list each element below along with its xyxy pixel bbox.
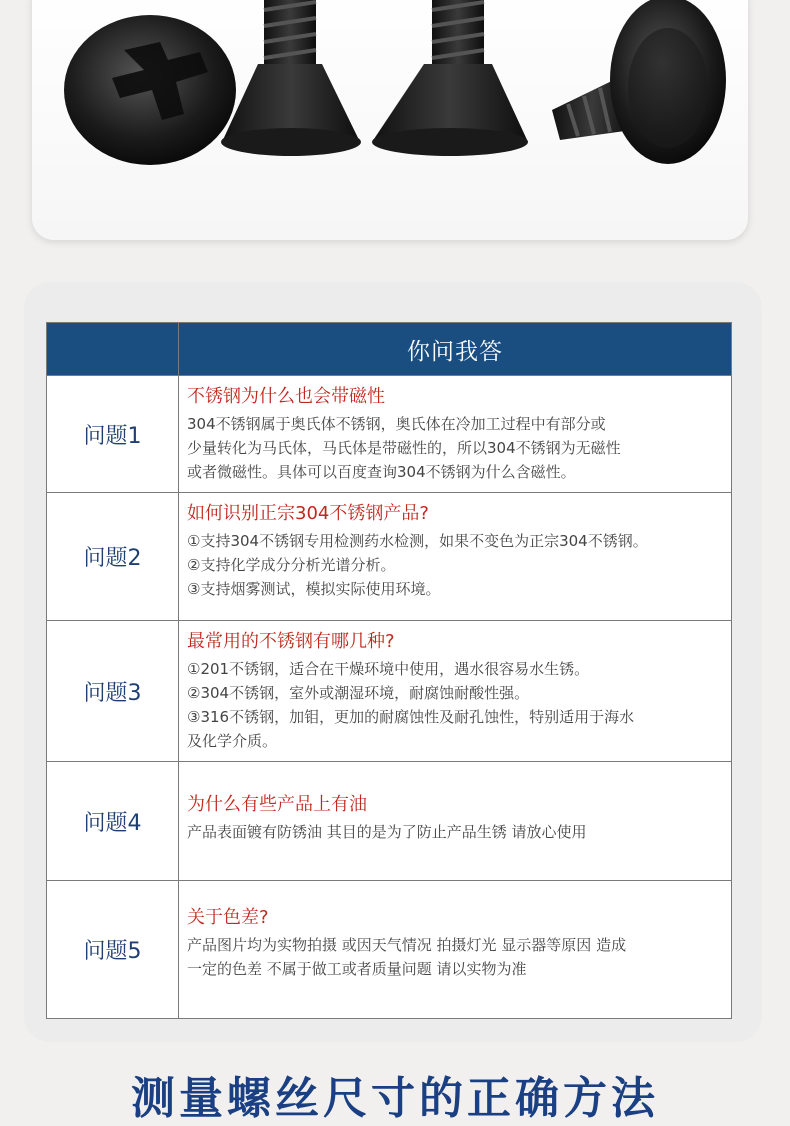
question-body [179, 762, 732, 881]
question-label: 问题4 [47, 762, 179, 881]
answer-line: ①支持304不锈钢专用检测药水检测，如果不变色为正宗304不锈钢。 [187, 532, 648, 550]
answer-line: ③支持烟雾测试，模拟实际使用环境。 [187, 580, 441, 598]
faq-table [46, 322, 732, 1019]
question-title: 最常用的不锈钢有哪几种? [187, 631, 395, 652]
answer-line: 或者微磁性。具体可以百度查询304不锈钢为什么含磁性。 [187, 463, 576, 481]
faq-row-4 [47, 762, 732, 881]
answer-line: 一定的色差 不属于做工或者质量问题 请以实物为准 [187, 960, 527, 978]
answer-line: 产品表面镀有防锈油 其目的是为了防止产品生锈 请放心使用 [187, 823, 587, 841]
faq-header-blank [47, 323, 179, 376]
answer-line: ②支持化学成分分析光谱分析。 [187, 556, 396, 574]
answer-line: 及化学介质。 [187, 732, 278, 750]
question-title: 为什么有些产品上有油 [187, 794, 367, 815]
question-label: 问题1 [47, 376, 179, 493]
faq-header-row [47, 323, 732, 376]
question-label: 问题3 [47, 621, 179, 762]
answer-line: 少量转化为马氏体，马氏体是带磁性的，所以304不锈钢为无磁性 [187, 439, 621, 457]
question-body [179, 493, 732, 621]
question-title: 不锈钢为什么也会带磁性 [187, 386, 385, 407]
faq-row-2 [47, 493, 732, 621]
question-body [179, 621, 732, 762]
question-title: 如何识别正宗304不锈钢产品? [187, 503, 429, 524]
answer-line: ③316不锈钢，加钼，更加的耐腐蚀性及耐孔蚀性，特别适用于海水 [187, 708, 635, 726]
answer-line: ②304不锈钢，室外或潮湿环境，耐腐蚀耐酸性强。 [187, 684, 530, 702]
answer-line: 产品图片均为实物拍摄 或因天气情况 拍摄灯光 显示器等原因 造成 [187, 936, 627, 954]
answer-line: 304不锈钢属于奥氏体不锈钢，奥氏体在冷加工过程中有部分或 [187, 415, 606, 433]
faq-row-1 [47, 376, 732, 493]
question-body [179, 881, 732, 1019]
faq-row-5 [47, 881, 732, 1019]
section-title: 测量螺丝尺寸的正确方法 [131, 1073, 659, 1124]
answer-line: ①201不锈钢，适合在干燥环境中使用，遇水很容易水生锈。 [187, 660, 590, 678]
faq-row-3 [47, 621, 732, 762]
product-photo [32, 0, 748, 240]
question-label: 问题5 [47, 881, 179, 1019]
question-title: 关于色差? [187, 907, 269, 928]
black-screws-image [32, 0, 748, 240]
question-label: 问题2 [47, 493, 179, 621]
question-body [179, 376, 732, 493]
faq-header-title: 你问我答 [179, 323, 732, 376]
